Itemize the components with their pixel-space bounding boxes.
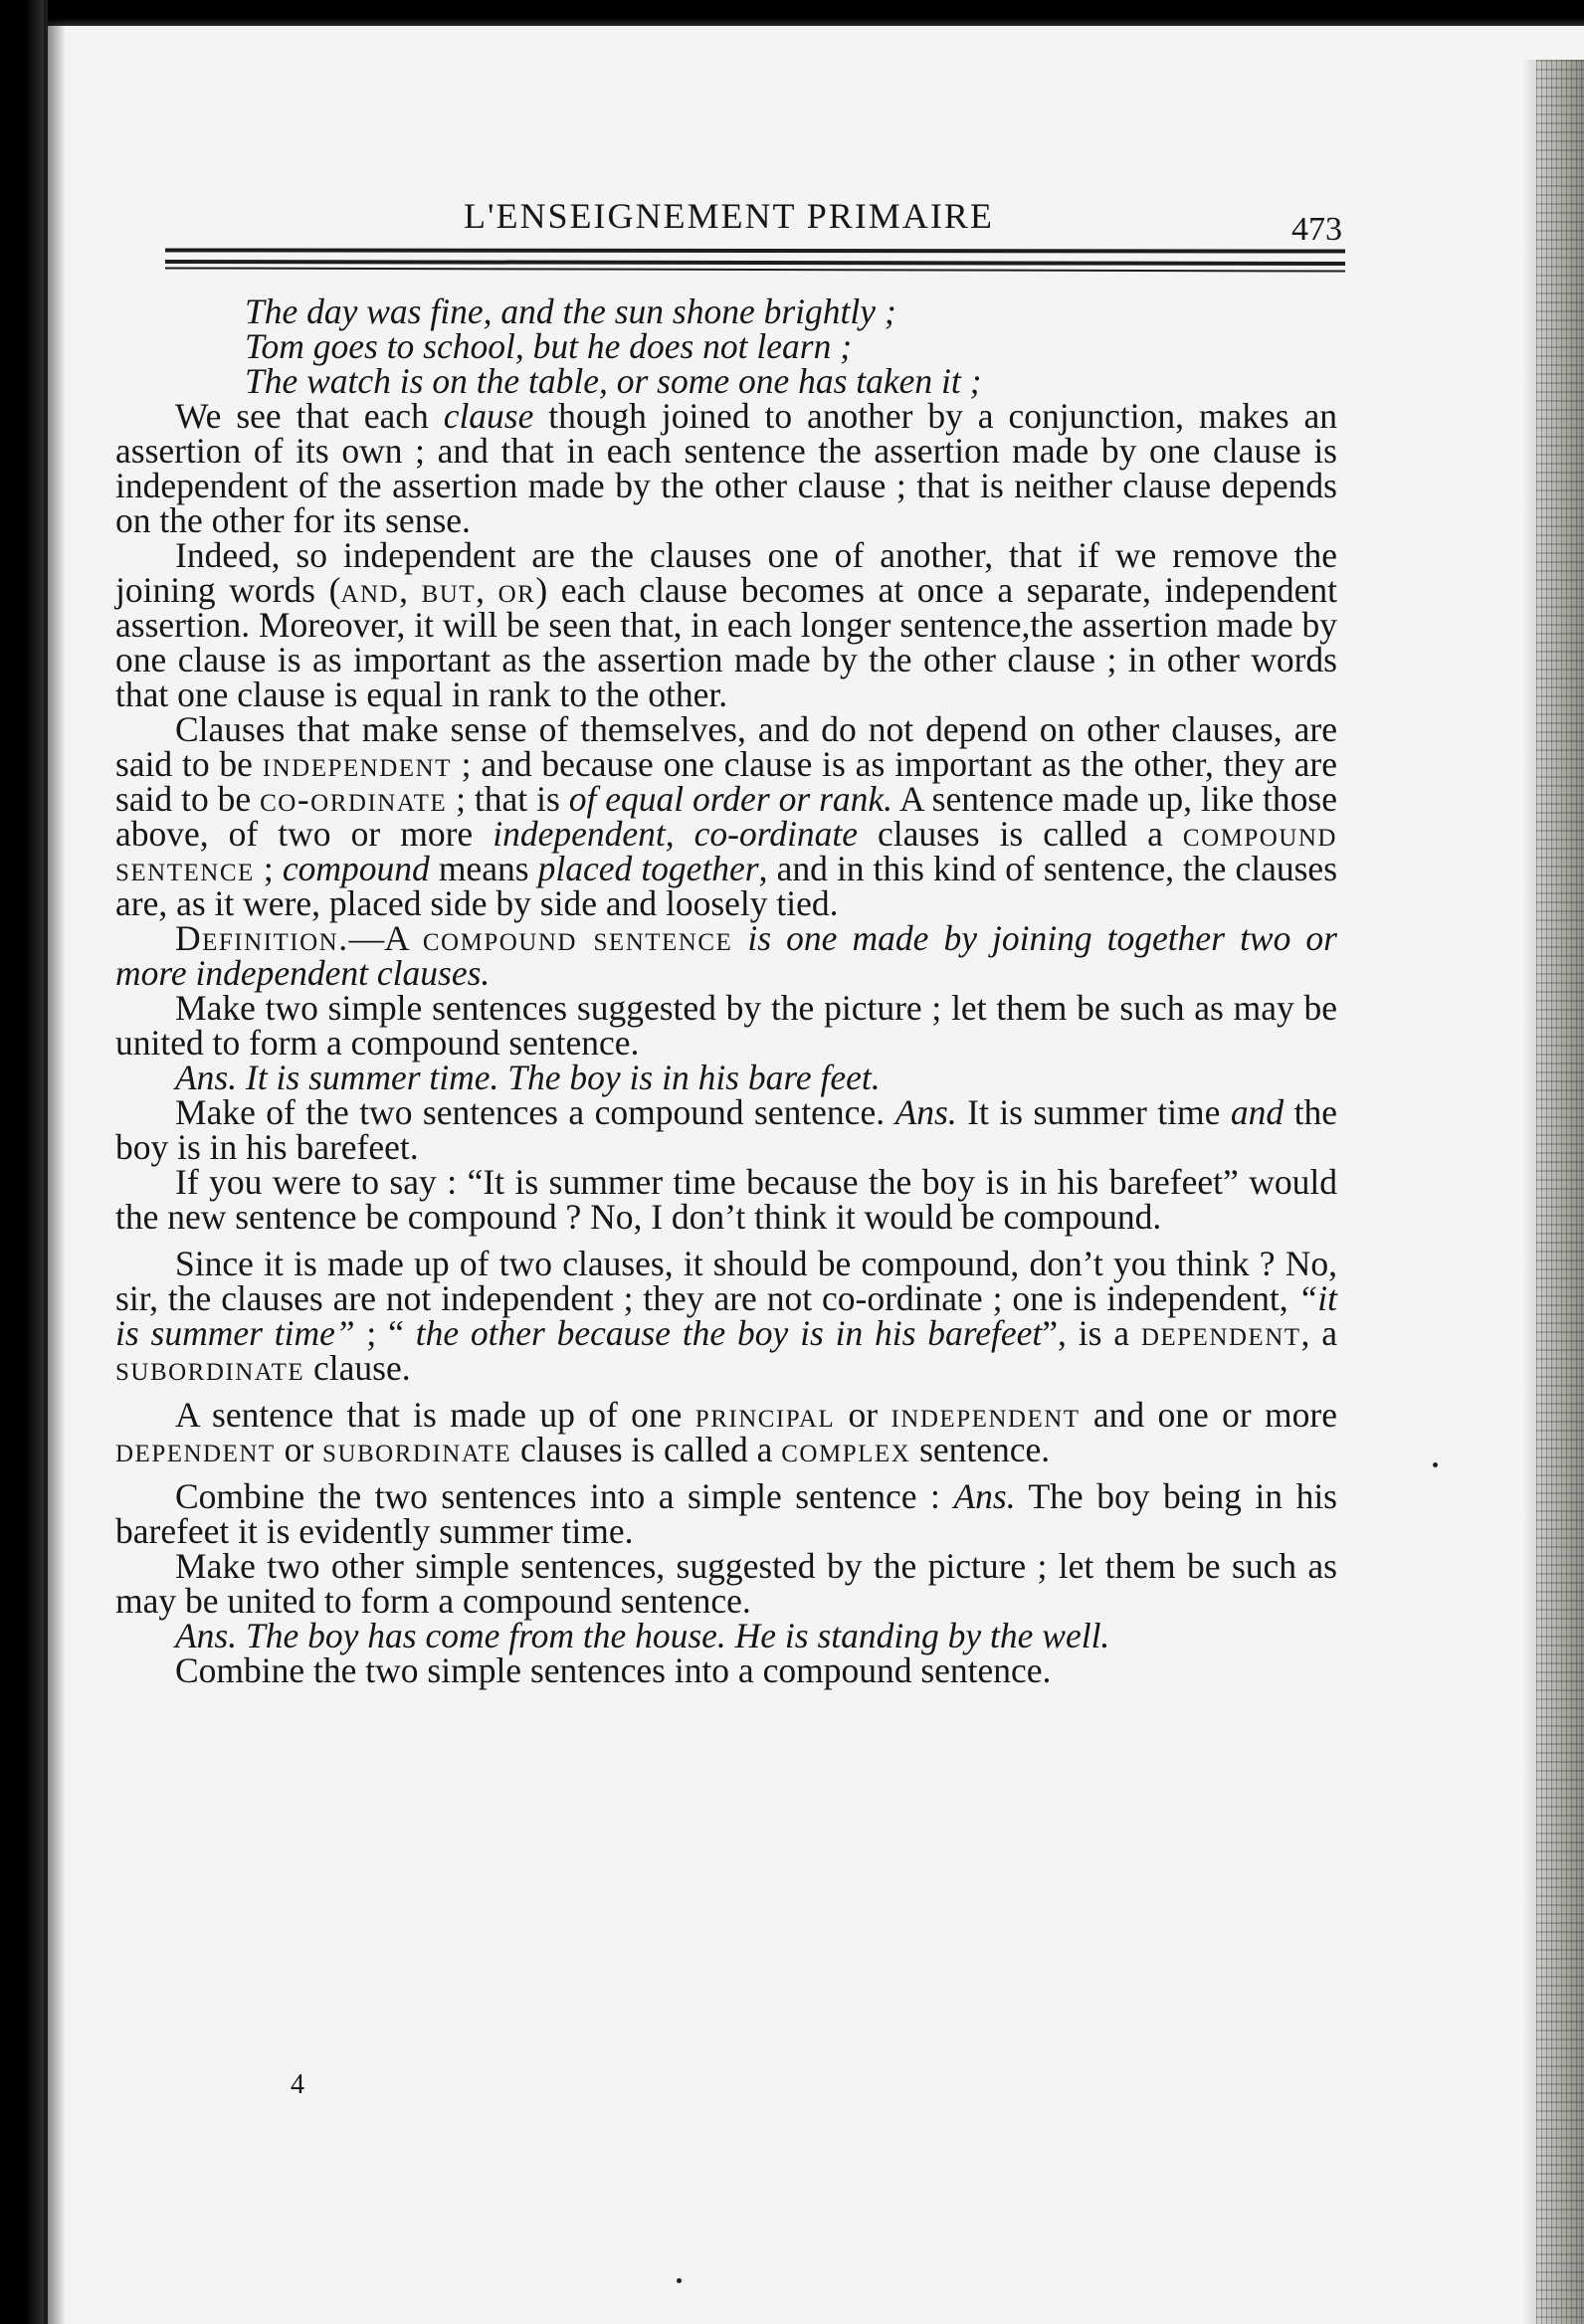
small-caps-term: co-ordinate <box>260 779 448 819</box>
small-caps-term: and <box>340 570 400 610</box>
small-caps-term: compound sentence <box>115 814 1337 888</box>
definition: Definition.—A compound sentence is one made by joining together two or more independent clauses. <box>115 918 1337 993</box>
small-caps-term: or <box>497 570 536 610</box>
answer-text: The boy has come from the house. He is standing by the well. <box>237 1616 1110 1655</box>
example-text: The day was fine, and the sun shone brightly ; <box>245 291 896 331</box>
paragraph: Make of the two sentences a compound sentence. Ans. It is summer time and the boy is in his barefeet. <box>115 1092 1338 1167</box>
small-caps-term: dependent <box>115 1430 276 1469</box>
text-body <box>115 291 1338 1690</box>
paragraph: Clauses that make sense of themselves, and do not depend on other clauses, are said to be independent ; and because one clause is as important as the other, they are said to be co-ordinate ; that is of equal order or rank. A sentence made up, like those above, of two or more independent, co-ordinate clauses is called a compound sentence ; compound means placed together, and in this kind of sentence, the clauses are, as it were, placed side by side and loosely tied. <box>115 709 1338 923</box>
header-rule <box>165 260 1345 266</box>
paragraph: A sentence that is made up of one principal or independent and one or more dependent or subordinate clauses is called a complex sentence. <box>115 1395 1338 1469</box>
small-caps-term: but <box>421 570 477 610</box>
definition-label: Definition. <box>175 918 349 958</box>
page-number: 473 <box>1291 211 1342 248</box>
emphasis: and <box>1230 1092 1285 1132</box>
answer <box>115 1616 1337 1655</box>
running-head: L'ENSEIGNEMENT PRIMAIRE <box>464 196 994 236</box>
emphasis: independent, co-ordinate <box>493 814 858 854</box>
small-caps-term: complex <box>781 1430 911 1469</box>
small-caps-term: independent <box>891 1395 1081 1435</box>
example-text: The watch is on the table, or some one has taken it ; <box>245 361 982 401</box>
example-text: Tom goes to school, but he does not learn ; <box>245 326 853 366</box>
signature-mark: 4 <box>291 2069 304 2100</box>
small-caps-term: dependent <box>1140 1313 1301 1353</box>
paragraph: Indeed, so independent are the clauses one of another, that if we remove the joining words (and, but, or) each clause becomes at once a separate, independent assertion. Moreover, it will be seen that, in each longer sentence,the assertion made by one clause is as important as the assertion made by the other clause ; in other words that one clause is equal in rank to the other. <box>115 535 1338 714</box>
answer-label: Ans. <box>894 1092 957 1132</box>
small-caps-term: subordinate <box>115 1348 305 1388</box>
answer <box>115 1058 1337 1097</box>
small-caps-term: independent <box>262 744 452 784</box>
answer-label: Ans. <box>175 1616 238 1655</box>
emphasis: clause <box>443 396 534 436</box>
emphasis: compound <box>282 849 430 888</box>
emphasis: the other because the boy is in his barefeet <box>415 1313 1043 1353</box>
header-rule <box>165 248 1345 253</box>
answer-label: Ans. <box>175 1058 238 1097</box>
emphasis: placed together <box>537 849 759 888</box>
header-rule <box>165 267 1345 272</box>
small-caps-term: compound sentence <box>422 918 733 958</box>
definition-text: is one made by joining together two or more independent clauses. <box>115 918 1337 993</box>
emphasis: of equal order or rank. <box>568 779 893 819</box>
small-caps-term: principal <box>694 1395 836 1435</box>
emphasis: “it is summer time” <box>115 1278 1337 1353</box>
small-caps-term: subordinate <box>322 1430 512 1469</box>
paragraph: Combine the two sentences into a simple sentence : Ans. The boy being in his barefeet it is evidently summer time. <box>115 1476 1338 1551</box>
example-sentence <box>115 361 1337 401</box>
paragraph: Since it is made up of two clauses, it should be compound, don’t you think ? No, sir, the clauses are not independent ; they are not co-ordinate ; one is independent, “it is summer time” ; “ the other because the boy is in his barefeet”, is a dependent, a subordinate clause. <box>115 1244 1338 1388</box>
example-sentence <box>115 326 1337 366</box>
example-sentence <box>115 291 1337 331</box>
answer-text: It is summer time. The boy is in his bare feet. <box>237 1058 881 1097</box>
paragraph: Combine the two simple sentences into a compound sentence. <box>175 1650 1052 1690</box>
paragraph: Make two other simple sentences, suggested by the picture ; let them be such as may be united to form a compound sentence. <box>115 1546 1337 1621</box>
paragraph: Make two simple sentences suggested by the picture ; let them be such as may be united to form a compound sentence. <box>115 988 1337 1063</box>
paragraph: We see that each clause though joined to another by a conjunction, makes an assertion of its own ; and that in each sentence the assertion made by one clause is independent of the assertion made by the other clause ; that is neither clause depends on the other for its sense. <box>115 396 1337 540</box>
paragraph: If you were to say : “It is summer time because the boy is in his barefeet” would the new sentence be compound ? No, I don’t think it would be compound. <box>115 1162 1337 1237</box>
answer-label: Ans. <box>953 1476 1016 1516</box>
